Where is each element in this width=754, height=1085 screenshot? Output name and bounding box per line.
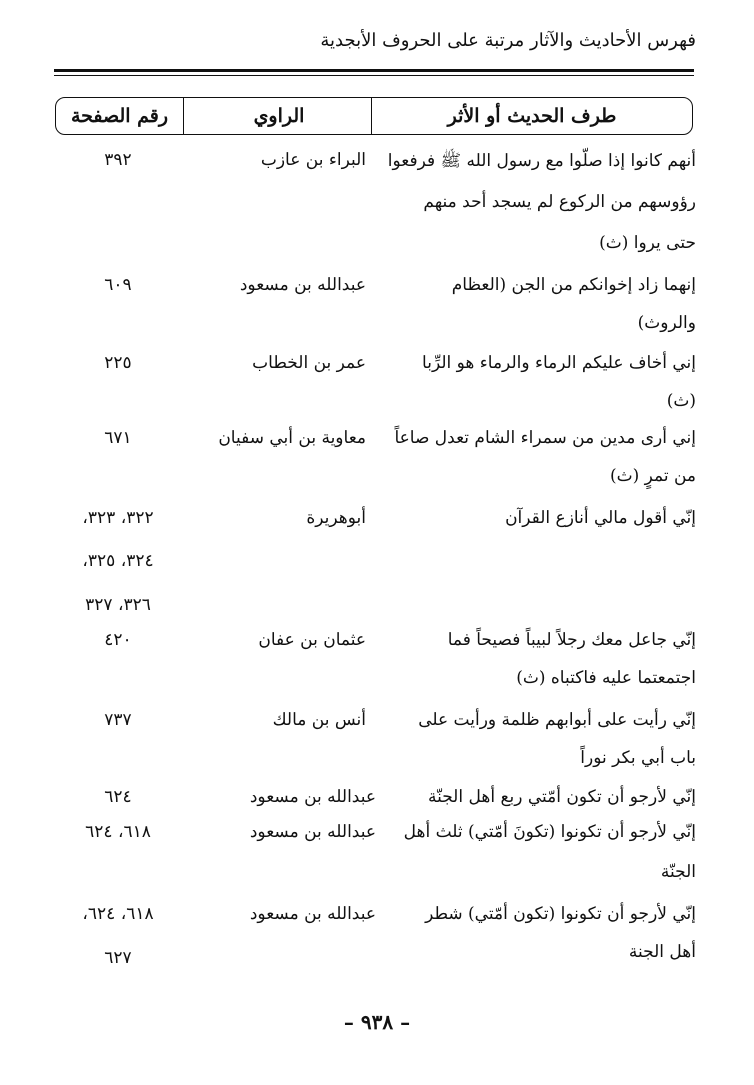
narrator: أبوهريرة	[306, 508, 366, 528]
narrator: أنس بن مالك	[272, 710, 366, 730]
hadith-text: والروث)	[637, 313, 696, 333]
hadith-text: إنّي لأرجو أن تكونوا (تكونَ أمّتي) ثلث أهل	[403, 822, 696, 842]
page-ref: ٦١٨، ٦٢٤	[85, 822, 151, 842]
hadith-text: حتى يروا (ث)	[599, 233, 696, 253]
narrator: معاوية بن أبي سفيان	[218, 428, 366, 448]
header-rule	[54, 69, 694, 72]
hadith-text: إني أخاف عليكم الرماء والرماء هو الرِّبا	[422, 353, 696, 373]
narrator: عبدالله بن مسعود	[249, 787, 376, 807]
column-header	[55, 97, 693, 135]
narrator: البراء بن عازب	[260, 150, 366, 170]
hadith-text: اجتمعتما عليه فاكتباه (ث)	[516, 668, 696, 688]
column-page: رقم الصفحة	[70, 105, 169, 127]
hadith-text: إنّي جاعل معك رجلاً لبيباً فصيحاً فما	[447, 630, 696, 650]
narrator: عمر بن الخطاب	[252, 353, 366, 373]
narrator: عبدالله بن مسعود	[239, 275, 366, 295]
page-ref: ٧٣٧	[104, 710, 132, 730]
page-ref: ٢٢٥	[104, 353, 132, 373]
page-ref: ٦٢٧	[104, 948, 132, 968]
page-ref: ٣٢٢، ٣٢٣،	[82, 508, 154, 528]
page-ref: ٤٢٠	[104, 630, 132, 650]
hadith-text: إنّي أقول مالي أنازع القرآن	[505, 508, 696, 528]
page-ref: ٦٧١	[104, 428, 132, 448]
header-rule-thin	[54, 75, 694, 76]
hadith-text: رؤوسهم من الركوع لم يسجد أحد منهم	[423, 192, 696, 212]
hadith-text: باب أبي بكر نوراً	[580, 748, 696, 768]
hadith-text: إنّي لأرجو أن تكونوا (تكون أمّتي) شطر	[425, 904, 696, 924]
narrator: عبدالله بن مسعود	[249, 822, 376, 842]
page-ref: ٣٢٦، ٣٢٧	[85, 595, 151, 615]
hadith-text: إنّي رأيت على أبوابهم ظلمة ورأيت على	[418, 710, 696, 730]
hadith-text: من تمرٍ (ث)	[609, 466, 696, 486]
hadith-text: إنّي لأرجو أن تكون أمّتي ربع أهل الجنّة	[427, 787, 696, 807]
hadith-text: إني أرى مدين من سمراء الشام تعدل صاعاً	[394, 428, 696, 448]
page-number: – ٩٣٨ –	[343, 1010, 411, 1034]
page-ref: ٦٠٩	[104, 275, 132, 295]
page-ref: ٣٢٤، ٣٢٥،	[82, 551, 154, 571]
column-hadith: طرف الحديث أو الأثر	[371, 98, 692, 134]
page-ref: ٣٩٢	[104, 150, 132, 170]
narrator: عبدالله بن مسعود	[249, 904, 376, 924]
column-narrator: الراوي	[183, 98, 374, 134]
narrator: عثمان بن عفان	[258, 630, 366, 650]
hadith-text: إنهما زاد إخوانكم من الجن (العظام	[451, 275, 696, 295]
hadith-text: الجنّة	[660, 862, 696, 882]
hadith-text: أهل الجنة	[628, 942, 696, 962]
hadith-text: (ث)	[666, 391, 696, 411]
page-ref: ٦١٨، ٦٢٤،	[82, 904, 154, 924]
page-ref: ٦٢٤	[104, 787, 132, 807]
running-header: فهرس الأحاديث والآثار مرتبة على الحروف الأبجدية	[320, 30, 696, 51]
hadith-text: أنهم كانوا إذا صلّوا مع رسول الله ﷺ فرفعوا	[387, 151, 696, 171]
